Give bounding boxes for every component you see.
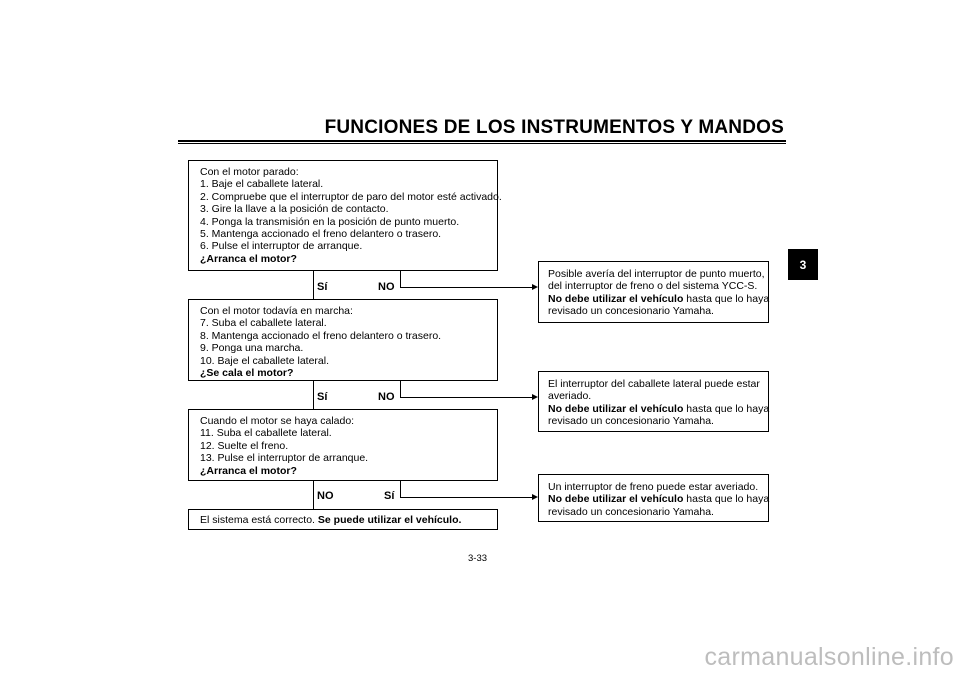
label-yes-1: Sí xyxy=(317,281,328,293)
connector-no-1-h xyxy=(400,287,532,288)
box-line: 1. Baje el caballete lateral. xyxy=(200,178,324,191)
title-rule-thin xyxy=(178,143,786,144)
box-line: Con el motor parado: xyxy=(200,166,299,178)
box-question: ¿Arranca el motor? xyxy=(200,464,297,477)
result-line: hasta que lo haya xyxy=(683,292,770,305)
result-warning: No debe utilizar el vehículo xyxy=(548,402,684,415)
flow-box-step2 xyxy=(188,299,498,381)
box-line: 12. Suelte el freno. xyxy=(200,439,289,452)
result-line: revisado un concesionario Yamaha. xyxy=(548,305,714,318)
connector-yes-3 xyxy=(400,481,401,497)
result-line: hasta que lo haya xyxy=(683,493,770,506)
page-title: FUNCIONES DE LOS INSTRUMENTOS Y MANDOS xyxy=(324,117,784,138)
box-line: 5. Mantenga accionado el freno delantero o trasero. xyxy=(200,228,442,241)
box-line: Con el motor todavía en marcha: xyxy=(200,305,353,317)
flow-box-ok xyxy=(188,509,498,530)
connector-yes-1 xyxy=(313,271,314,299)
result-line: del interruptor de freno o del sistema YCC-S. xyxy=(548,280,758,293)
box-line: 13. Pulse el interruptor de arranque. xyxy=(200,452,369,465)
result-box-2 xyxy=(538,371,769,432)
result-box-1 xyxy=(538,261,769,323)
chapter-tab: 3 xyxy=(788,249,818,280)
box-question: ¿Arranca el motor? xyxy=(200,252,297,265)
result-line: hasta que lo haya xyxy=(683,402,770,415)
connector-yes-2 xyxy=(313,381,314,409)
box-line: 4. Ponga la transmisión en la posición de punto muerto. xyxy=(200,215,460,228)
box-question: ¿Se cala el motor? xyxy=(200,367,294,380)
watermark: carmanualsonline.info xyxy=(704,643,954,671)
result-line: Posible avería del interruptor de punto muerto, xyxy=(548,268,765,280)
box-line: 11. Suba el caballete lateral. xyxy=(200,427,332,440)
connector-no-2-h xyxy=(400,397,532,398)
flow-box-step1 xyxy=(188,160,502,271)
box-line: 10. Baje el caballete lateral. xyxy=(200,354,329,367)
connector-no-3 xyxy=(313,481,314,509)
result-line: El interruptor del caballete lateral puede estar xyxy=(548,378,760,390)
box-line: 3. Gire la llave a la posición de contacto. xyxy=(200,203,389,216)
box-line: 9. Ponga una marcha. xyxy=(200,342,304,355)
label-yes-2: Sí xyxy=(317,391,328,403)
box-line: 2. Compruebe que el interruptor de paro del motor esté activado. xyxy=(200,190,502,203)
ok-text-bold: Se puede utilizar el vehículo. xyxy=(317,514,462,526)
box-line: 6. Pulse el interruptor de arranque. xyxy=(200,240,363,253)
result-warning: No debe utilizar el vehículo xyxy=(548,493,684,506)
ok-text: El sistema está correcto. xyxy=(200,514,315,526)
title-rule xyxy=(178,140,786,142)
label-no-2: NO xyxy=(378,391,395,403)
result-line: revisado un concesionario Yamaha. xyxy=(548,415,714,428)
label-yes-3: Sí xyxy=(384,490,395,502)
box-line: Cuando el motor se haya calado: xyxy=(200,415,355,427)
result-line: Un interruptor de freno puede estar averiado. xyxy=(548,481,759,493)
label-no-1: NO xyxy=(378,281,395,293)
flow-box-step3 xyxy=(188,409,498,481)
page-number: 3-33 xyxy=(468,553,488,564)
box-line: 7. Suba el caballete lateral. xyxy=(200,317,327,330)
label-no-3: NO xyxy=(317,490,334,502)
result-line: revisado un concesionario Yamaha. xyxy=(548,505,714,518)
connector-yes-3-h xyxy=(400,497,532,498)
result-box-3 xyxy=(538,474,769,522)
result-warning: No debe utilizar el vehículo xyxy=(548,292,684,305)
connector-no-1 xyxy=(400,271,401,287)
result-line: averiado. xyxy=(548,390,592,403)
box-line: 8. Mantenga accionado el freno delantero o trasero. xyxy=(200,329,442,342)
connector-no-2 xyxy=(400,381,401,397)
